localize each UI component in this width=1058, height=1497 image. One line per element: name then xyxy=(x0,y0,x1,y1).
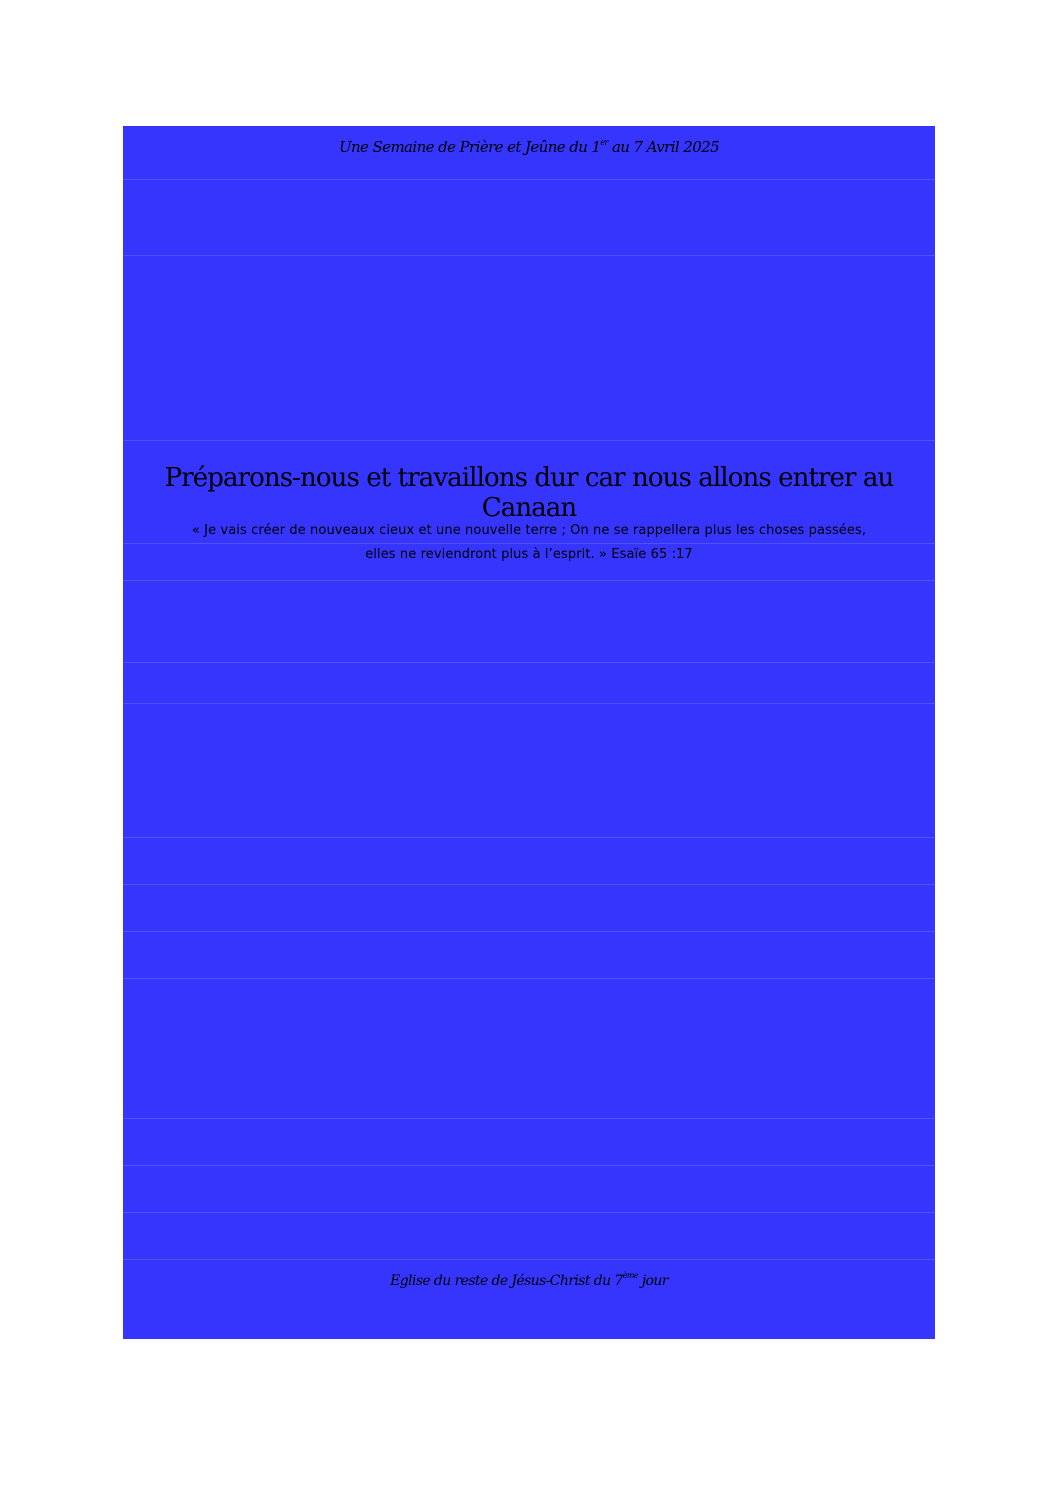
divider xyxy=(123,1212,935,1213)
bible-verse-line-1: « Je vais créer de nouveaux cieux et une nouvelle terre ; On ne se rappellera plus les choses passées, xyxy=(191,523,867,538)
divider xyxy=(123,179,935,180)
divider xyxy=(123,884,935,885)
divider xyxy=(123,440,935,441)
footer-ordinal-superscript: ème xyxy=(622,1271,638,1280)
divider xyxy=(123,837,935,838)
divider xyxy=(123,580,935,581)
divider xyxy=(123,1165,935,1166)
divider xyxy=(123,255,935,256)
cover-panel xyxy=(123,126,935,1339)
header-text-start: Une Semaine de Prière et Jeûne du 1 xyxy=(338,138,601,156)
divider xyxy=(123,662,935,663)
header-text-end: au 7 Avril 2025 xyxy=(607,138,720,156)
divider xyxy=(123,1259,935,1260)
header-ordinal-superscript: er xyxy=(600,138,608,147)
document-title: Préparons-nous et travaillons dur car nous allons entrer au Canaan xyxy=(164,463,894,523)
divider xyxy=(123,703,935,704)
footer-text-end: jour xyxy=(637,1273,668,1289)
divider xyxy=(123,1118,935,1119)
bible-verse-line-2: elles ne reviendront plus à l’esprit. » Esaïe 65 :17 xyxy=(365,547,693,562)
footer-text-start: Eglise du reste de Jésus-Christ du 7 xyxy=(390,1273,623,1289)
divider xyxy=(123,978,935,979)
divider xyxy=(123,543,935,544)
event-dates-header xyxy=(123,138,935,156)
divider xyxy=(123,931,935,932)
church-name-footer xyxy=(123,1271,935,1289)
